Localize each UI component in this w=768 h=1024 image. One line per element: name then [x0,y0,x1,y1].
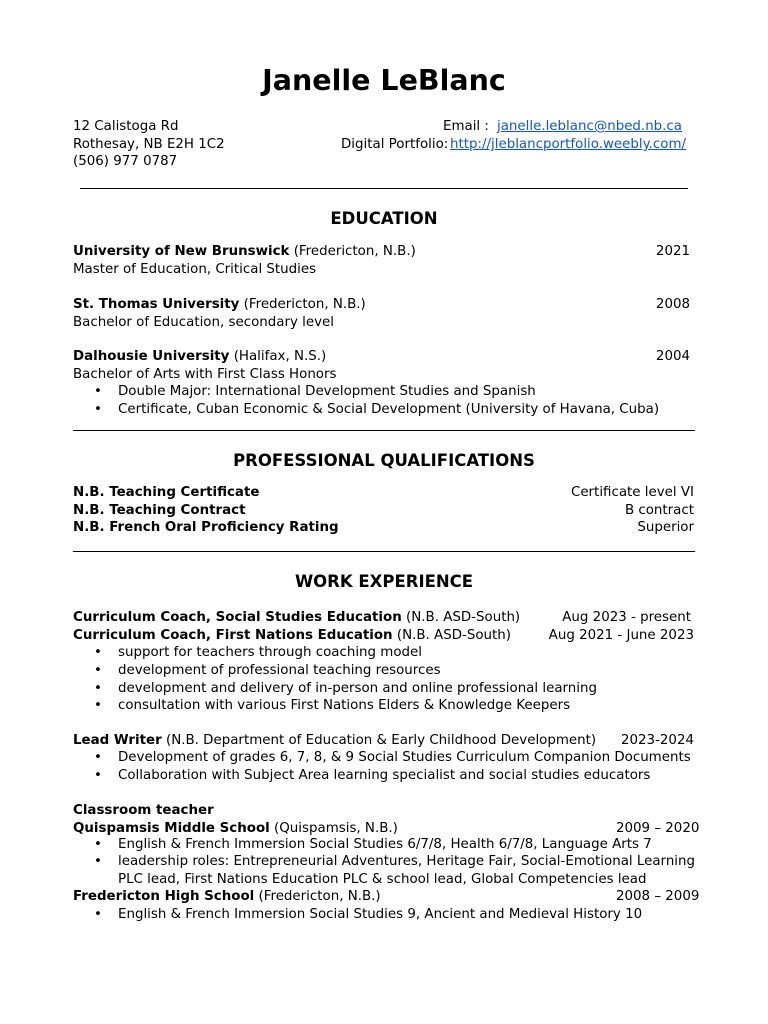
job-dates: 2009 – 2020 [616,821,700,836]
school-name: St. Thomas University [73,297,240,312]
bullet-icon: • [94,384,102,399]
divider-qualifications [73,551,695,552]
school-location: (Halifax, N.S.) [233,349,327,364]
divider-contact [80,188,688,189]
divider-education [73,430,695,431]
list-item: • development and delivery of in-person and online professional learning [94,681,597,696]
education-entry-unb [73,243,416,261]
list-item: • Development of grades 6, 7, 8, & 9 Social Studies Curriculum Companion Documents [94,750,691,765]
school-name: Dalhousie University [73,349,230,364]
qualification-name: N.B. Teaching Contract [73,503,246,518]
job-title-row [73,732,596,750]
job-dates: Aug 2023 - present [562,610,691,625]
list-item: • Collaboration with Subject Area learning specialist and social studies educators [94,768,651,783]
degree: Master of Education, Critical Studies [73,262,317,277]
job-title: Curriculum Coach, First Nations Education [73,628,393,643]
bullet-icon: • [94,768,102,783]
job-title-row [73,627,511,645]
education-entry-dal [73,348,326,366]
education-year: 2004 [655,349,690,364]
list-item: • development of professional teaching resources [94,663,441,678]
job-title: Quispamsis Middle School [73,821,270,836]
job-org: (Quispamsis, N.B.) [274,821,398,836]
candidate-name: Janelle LeBlanc [262,64,506,97]
job-dates: Aug 2021 - June 2023 [548,628,694,643]
address-line-2: Rothesay, NB E2H 1C2 [73,137,225,152]
job-dates: 2023-2024 [621,733,694,748]
job-title-row [73,609,520,627]
bullet-icon: • [94,750,102,765]
email-link[interactable]: janelle.leblanc@nbed.nb.ca [497,119,683,134]
email-label: Email : [443,119,489,134]
job-title-row [73,888,381,906]
school-location: (Fredericton, N.B.) [293,244,416,259]
bullet-icon: • [94,663,102,678]
qualification-name: N.B. French Oral Proficiency Rating [73,520,339,535]
list-item: • leadership roles: Entrepreneurial Adventures, Heritage Fair, Social-Emotional Learning [94,854,696,869]
job-title-row [73,820,398,838]
job-dates: 2008 – 2009 [616,889,700,904]
bullet-icon: • [94,402,102,417]
bullet-icon: • [94,854,102,869]
list-item: • Certificate, Cuban Economic & Social Development (University of Havana, Cuba) [94,402,660,417]
work-heading: WORK EXPERIENCE [294,572,474,591]
bullet-icon: • [94,645,102,660]
qualification-name: N.B. Teaching Certificate [73,485,260,500]
qualifications-heading: PROFESSIONAL QUALIFICATIONS [233,451,535,470]
school-location: (Fredericton, N.B.) [243,297,366,312]
job-org: (N.B. ASD-South) [396,628,512,643]
portfolio-label: Digital Portfolio: [341,137,449,152]
degree: Bachelor of Arts with First Class Honors [73,367,337,382]
list-item: • Double Major: International Development Studies and Spanish [94,384,536,399]
address-line-1: 12 Calistoga Rd [73,119,179,134]
bullet-icon: • [94,698,102,713]
phone-number: (506) 977 0787 [73,154,178,169]
list-item: • support for teachers through coaching model [94,645,422,660]
bullet-icon: • [94,907,102,922]
education-heading: EDUCATION [330,209,438,228]
degree: Bachelor of Education, secondary level [73,315,334,330]
list-item-continuation: PLC lead, First Nations Education PLC & school lead, Global Competencies lead [118,872,647,887]
job-org: (Fredericton, N.B.) [258,889,381,904]
qualification-value: Certificate level VI [570,485,694,500]
qualification-value: B contract [624,503,694,518]
education-year: 2008 [655,297,690,312]
classroom-heading: Classroom teacher [73,803,214,818]
list-item: • consultation with various First Nations Elders & Knowledge Keepers [94,698,571,713]
portfolio-link[interactable]: http://jleblancportfolio.weebly.com/ [450,137,687,152]
education-year: 2021 [655,244,690,259]
list-item: • English & French Immersion Social Studies 6/7/8, Health 6/7/8, Language Arts 7 [94,837,652,852]
job-org: (N.B. ASD-South) [406,610,521,625]
job-title: Fredericton High School [73,889,255,904]
bullet-icon: • [94,681,102,696]
bullet-icon: • [94,837,102,852]
list-item: • English & French Immersion Social Studies 9, Ancient and Medieval History 10 [94,907,643,922]
job-org: (N.B. Department of Education & Early Childhood Development) [165,733,597,748]
school-name: University of New Brunswick [73,244,290,259]
qualification-value: Superior [637,520,694,535]
job-title: Curriculum Coach, Social Studies Education [73,610,402,625]
job-title: Lead Writer [73,733,162,748]
education-entry-stu [73,296,366,314]
